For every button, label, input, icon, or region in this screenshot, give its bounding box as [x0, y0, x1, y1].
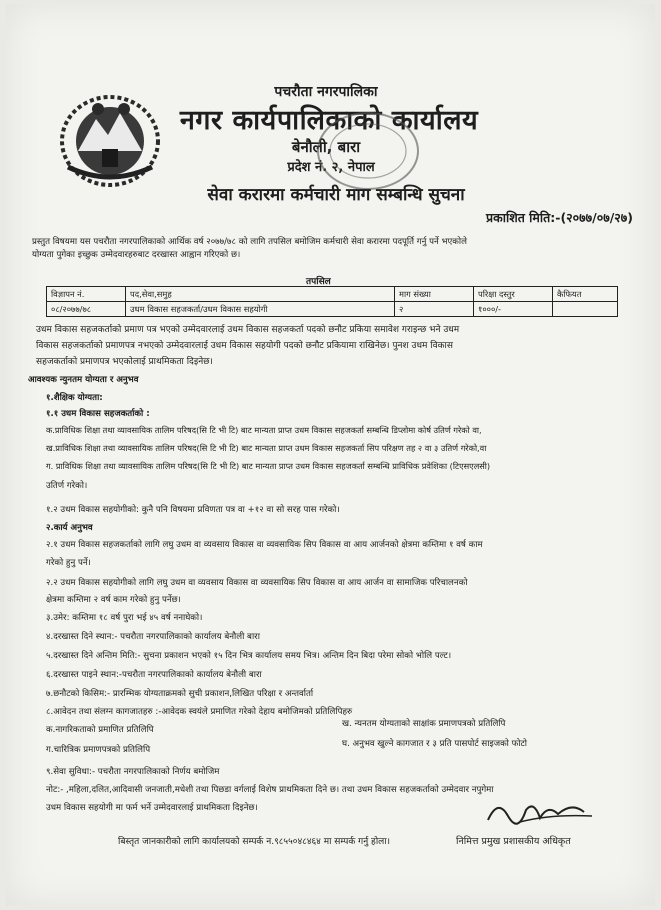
- deadline-item: ५.दरखास्त दिने अन्तिम मिति:- सुचना प्रकाशन भएको १५ दिन भित्र कार्यालय समय भित्र। अन्तिम दिन बिदा परेमा सोको भोलि पल्ट।: [46, 651, 452, 661]
- education-sub-2: १.२ उधम विकास सहयोगीको: कुनै पनि विषयमा प्रविणता पत्र वा +१२ वा सो सरह पास गरेको।: [46, 505, 340, 515]
- table-cell: [553, 302, 618, 317]
- published-date: प्रकाशित मिति:-(२०७७/०७/२७): [486, 210, 633, 225]
- government-emblem-icon: [58, 89, 163, 189]
- intro-line-2: योग्यता पुगेका इच्छुक उम्मेदवारहरुबाट दरखास्त आह्वान गरिएको छ।: [32, 250, 241, 260]
- schedule-table: [46, 286, 618, 317]
- exp-line-2: गरेको हुनु पर्ने।: [46, 558, 91, 568]
- note-line-2: उधम विकास सहयोगी मा फर्म भर्ने उम्मेदवारलाई प्राथमिकता दिइनेछ।: [46, 803, 258, 813]
- doc-experience: घ. अनुभव खुल्ने कागजात र ३ प्रति पासपोर्ट साइजको फोटो: [342, 739, 528, 749]
- facility-item: ९.सेवा सुविधा:- पचरौता नगरपालिकाको निर्णय बमोजिम: [46, 767, 220, 777]
- exp-line-1: २.१ उधम विकास सहजकर्ताको लागि लघु उधम वा व्यवसाय विकास वा व्यवसायिक सिप विकास वा आय आर्जनको क्षेत्रमा कम्तिमा १ वर्ष काम: [46, 540, 483, 550]
- doc-citizenship: क.नागरिकताको प्रमाणित प्रतिलिपि: [46, 725, 154, 735]
- priority-line-3: सहजकर्ताको प्रमाणपत्र भएकोलाई प्राथमिकता दिइनेछ।: [36, 357, 213, 367]
- col-header: पद,सेवा,समुह: [126, 287, 395, 302]
- priority-line-1: उधम विकास सहजकर्ताको प्रमाण पत्र भएको उम्मेदवारलाई उधम विकास सहजकर्ता पदको छनौट प्रकिया समावेश गराइन्छ भने उधम: [36, 325, 460, 335]
- signature-icon: [480, 792, 600, 832]
- experience-heading: २.कार्य अनुभव: [46, 523, 93, 533]
- edu-line-4: उतिर्ण गरेको।: [46, 481, 88, 491]
- doc-character: ग.चारित्रिक प्रमाणपत्रको प्रतिलिपि: [46, 745, 151, 755]
- office-title: नगर कार्यपालिकाको कार्यालय: [179, 105, 479, 136]
- education-heading: १.शैक्षिक योग्यता:: [46, 393, 103, 403]
- age-item: ३.उमेर: कम्तिमा १८ वर्ष पुरा भई ४५ वर्ष ननाघेको।: [46, 613, 203, 623]
- contact-footer: बिस्तृत जानकारीको लागि कार्यालयको सम्पर्क न.९८५५०४८४६४ मा सम्पर्क गर्नु होला।: [118, 837, 391, 847]
- qualification-heading: आवश्यक न्युनतम योग्यता र अनुभव: [28, 375, 139, 385]
- table-row: [47, 302, 618, 317]
- selection-method-item: ७.छनौटको किसिम:- प्रारम्भिक योग्यताक्रमको सुची प्रकाशन,लिखित परिक्षा र अन्तर्वार्ता: [46, 689, 314, 699]
- notice-subject: सेवा करारमा कर्मचारी माग सम्बन्धि सुचना: [207, 185, 465, 205]
- notice-page: [6, 4, 655, 906]
- education-sub-1: १.१ उधम विकास सहजकर्ताको :: [46, 409, 150, 419]
- table-header-row: [47, 287, 618, 302]
- intro-line-1: प्रस्तुत विषयमा यस पचरौता नगरपालिकाको आर्थिक वर्ष २०७७/७८ को लागि तपसिल बमोजिम कर्मचारी सेवा करारमा पदपूर्ति गर्नु पर्ने भएकोले: [32, 237, 467, 247]
- documents-item: ८.आवेदन तथा संलग्न कागजातहरु :-आवेदक स्वयंले प्रमाणित गरेको देहाय बमोजिमको प्रतिलिपिहरु: [46, 707, 353, 717]
- col-header: परिक्षा दस्तुर: [474, 287, 553, 302]
- table-cell: २: [395, 302, 474, 317]
- col-header: माग संख्या: [395, 287, 474, 302]
- form-available-item: ६.दरखास्त पाइने स्थान:-पचरौता नगरपालिकाको कार्यालय बेनौली बारा: [46, 670, 262, 680]
- edu-line-2: ख.प्राविधिक शिक्षा तथा व्यावसायिक तालिम परिषद(सि टि भी टि) बाट मान्यता प्राप्त उधम विकास सहजकर्ता सिप परिक्षण तह २ वा ३ उतिर्ण गरेको,वा: [46, 443, 487, 453]
- exp-line-3: २.२ उधम विकास सहयोगीको लागि लघु उधम वा व्यवसाय विकास वा व्यवसायिक सिप विकास वा आय आर्जन वा सामाजिक परिचालनको: [46, 578, 468, 588]
- municipality-name: पचरौता नगरपालिका: [274, 84, 378, 100]
- col-header: विज्ञापन नं.: [47, 287, 126, 302]
- edu-line-1: क.प्राविधिक शिक्षा तथा व्यावसायिक तालिम परिषद(सि टि भी टि) बाट मान्यता प्राप्त उधम विकास सहजकर्ता सम्बन्धि डिप्लोमा कोर्ष उतिर्ण गरेको वा,: [46, 425, 482, 435]
- table-cell: १०००/-: [474, 302, 553, 317]
- schedule-caption: तपसिल: [306, 277, 331, 287]
- province-line: प्रदेश नं. २, नेपाल: [287, 160, 375, 175]
- edu-line-3: ग. प्राविधिक शिक्षा तथा व्यावसायिक तालिम परिषद(सि टि भी टि) बाट मान्यता प्राप्त उधम विकास सहजकर्ता सम्बन्धि प्राविधिक प्रवेशिका (टिएसएलसी): [46, 461, 491, 471]
- doc-qualification: ख. न्यनतम योग्यताको साक्षांक प्रमाणपत्रको प्रतिलिपि: [342, 719, 506, 729]
- application-place-item: ४.दरखास्त दिने स्थान:- पचरौता नगरपालिकाको कार्यालय बेनौली बारा: [46, 632, 260, 642]
- signer-title: निमित्त प्रमुख प्रशासकीय अधिकृत: [456, 836, 571, 847]
- exp-line-4: क्षेत्रमा कम्तिमा २ वर्ष काम गरेको हुनु पर्नेछ।: [46, 595, 181, 605]
- col-header: कैफियत: [553, 287, 618, 302]
- note-line-1: नोट:- ,महिला,दलित,आदिवासी जनजाती,मधेशी तथा पिछडा वर्गलाई विशेष प्राथमिकता दिने छ। तथा उधम विकास सहजकर्ताको उम्मेदवार नपुगेमा: [46, 785, 494, 795]
- priority-line-2: विकास सहजकर्ताको प्रमाणपत्र नभएको उम्मेदवारलाई उधम विकास सहयोगी पदको छनौट प्रकियामा राखिनेछ। पुनश उधम विकास: [36, 341, 453, 351]
- table-cell: ०८/२०७७/७८: [47, 302, 126, 317]
- table-cell: उधम विकास सहजकर्ता/उधम विकास सहयोगी: [126, 302, 395, 317]
- office-address: बेनौली, बारा: [291, 138, 361, 156]
